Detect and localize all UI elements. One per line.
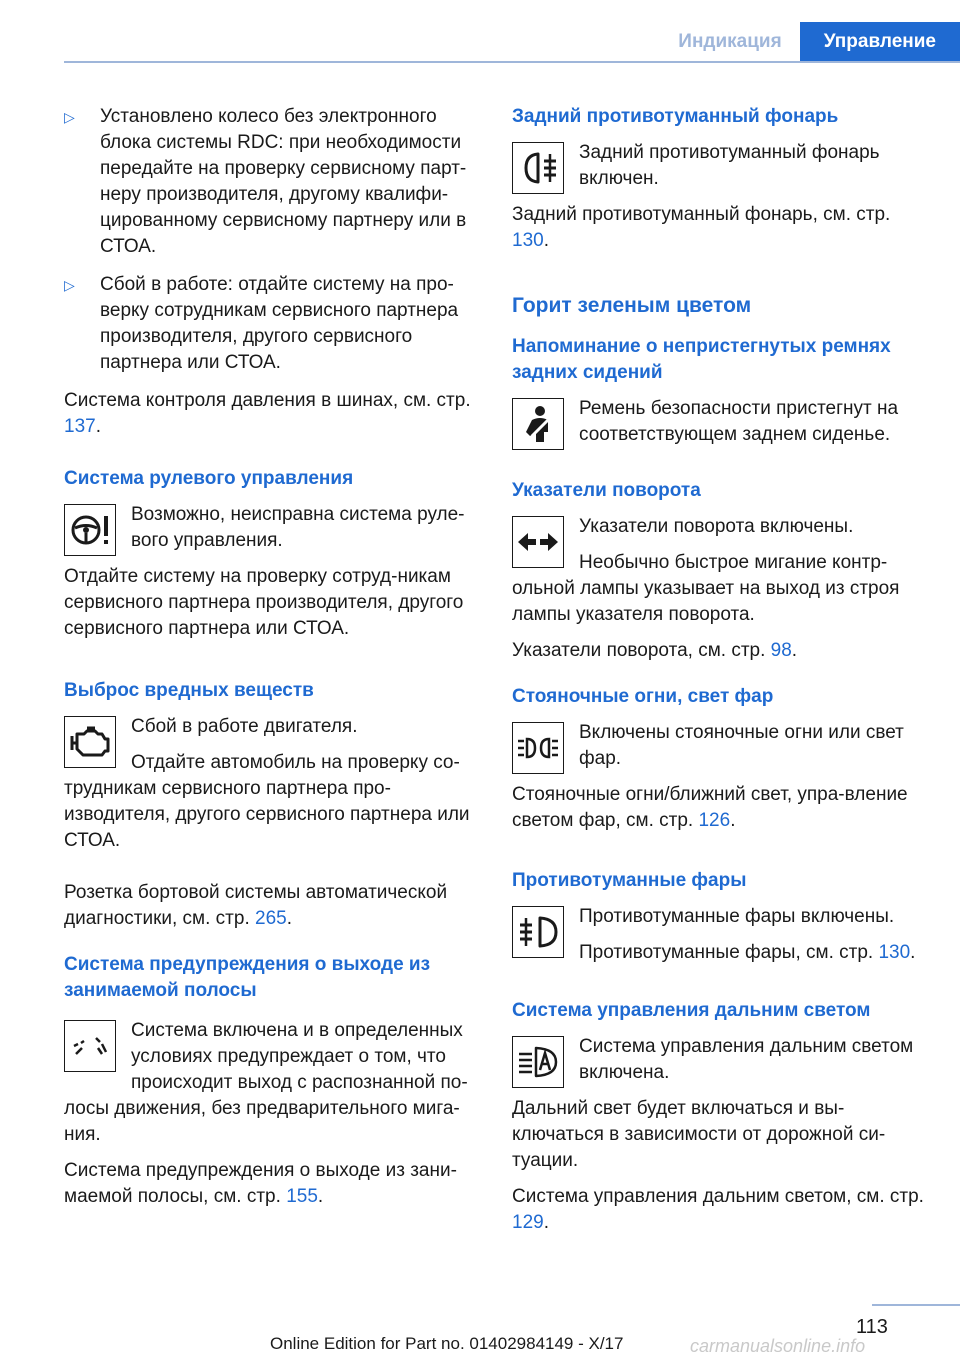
parking-reference xyxy=(512,782,928,834)
lane-heading: Система предупреждения о выходе из занимаемой полосы xyxy=(64,954,431,1001)
rear-fog-lamp-icon xyxy=(512,142,564,194)
tpms-reference xyxy=(64,388,476,440)
page-link[interactable]: 129 xyxy=(512,1212,544,1233)
emissions-text2: Отдайте автомобиль на проверку со-трудникам сервисного партнера про-изводителя, другого сервисного партнера или СТОА. xyxy=(64,752,470,851)
page-link[interactable]: 137 xyxy=(64,416,96,437)
seatbelt-section xyxy=(512,396,928,458)
turn-heading: Указатели поворота xyxy=(512,480,701,501)
engine-icon xyxy=(64,716,116,768)
turn-text2: Необычно быстрое мигание контр-ольной лампы указывает на выход из строя лампы указателя поворота. xyxy=(512,552,900,625)
seatbelt-icon xyxy=(512,398,564,450)
left-column xyxy=(64,104,476,1220)
fog-reference xyxy=(512,940,928,966)
seatbelt-heading: Напоминание о непристегнутых ремнях задних сидений xyxy=(512,336,891,383)
lane-departure-icon xyxy=(64,1020,116,1072)
turn-text1: Указатели поворота включены. xyxy=(579,516,854,537)
lane-reference xyxy=(64,1158,476,1210)
reference-text: Задний противотуманный фонарь, см. стр. xyxy=(512,204,891,225)
triangle-bullet-icon: ▷ xyxy=(64,109,75,125)
section-tabs xyxy=(660,22,960,62)
bullet-text: Установлено колесо без электронного блока системы RDC: при необходимости передайте на проверку сервисному парт-неру производителя, другому квалифи-цированному сервисному партнеру или в СТОА. xyxy=(100,106,467,257)
reference-text: Противотуманные фары, см. стр. xyxy=(579,942,879,963)
reference-text: Система предупреждения о выходе из зани-маемой полосы, см. стр. xyxy=(64,1160,457,1207)
reference-end: . xyxy=(543,1212,549,1233)
page-link[interactable]: 265 xyxy=(255,908,287,929)
seatbelt-text1: Ремень безопасности пристегнут на соответствующем заднем сиденье. xyxy=(579,398,899,445)
triangle-bullet-icon: ▷ xyxy=(64,277,75,293)
tab-indication[interactable]: Индикация xyxy=(678,31,782,52)
right-column xyxy=(512,104,928,1246)
highbeam-heading: Система управления дальним светом xyxy=(512,1000,871,1021)
page-link[interactable]: 130 xyxy=(878,942,911,963)
emissions-heading: Выброс вредных веществ xyxy=(64,680,314,701)
emissions-text1: Сбой в работе двигателя. xyxy=(131,716,358,737)
reference-end: . xyxy=(543,230,549,251)
steering-text1: Возможно, неисправна система руле-вого управления. xyxy=(131,504,465,551)
rear-fog-text1: Задний противотуманный фонарь включен. xyxy=(579,142,880,189)
tab-control[interactable]: Управление xyxy=(800,22,960,62)
steering-section xyxy=(64,502,476,652)
edition-note: Online Edition for Part no. 01402984149 - X/17 xyxy=(270,1334,624,1353)
highbeam-reference xyxy=(512,1184,928,1236)
parking-lights-icon xyxy=(512,722,564,774)
lane-section xyxy=(64,1018,476,1158)
parking-heading: Стояночные огни, свет фар xyxy=(512,686,774,707)
steering-warning-icon xyxy=(64,504,116,556)
footer-rule xyxy=(872,1304,960,1306)
fog-section xyxy=(512,904,928,976)
rear-fog-section xyxy=(512,140,928,264)
header-rule xyxy=(64,61,960,63)
steering-text2: Отдайте систему на проверку сотруд-никам сервисного партнера производителя, другого сервисного партнера или СТОА. xyxy=(64,566,464,639)
highbeam-text1: Система управления дальним светом включена. xyxy=(579,1036,914,1083)
page-number: 113 xyxy=(856,1316,888,1338)
reference-end: . xyxy=(910,942,916,963)
reference-end: . xyxy=(286,908,292,929)
page-link[interactable]: 130 xyxy=(512,230,544,251)
fog-heading: Противотуманные фары xyxy=(512,870,747,891)
highbeam-section xyxy=(512,1034,928,1184)
reference-text: Указатели поворота, см. стр. xyxy=(512,640,771,661)
reference-end: . xyxy=(730,810,736,831)
page-link[interactable]: 126 xyxy=(698,810,731,831)
high-beam-assistant-icon xyxy=(512,1036,564,1088)
rear-fog-reference xyxy=(512,202,928,254)
parking-section xyxy=(512,720,928,844)
reference-end: . xyxy=(791,640,798,661)
bullet-text: Сбой в работе: отдайте систему на про-верку сотрудникам сервисного партнера производителя, другого сервисного партнера или СТОА. xyxy=(100,274,459,373)
watermark: carmanualsonline.info xyxy=(690,1336,866,1356)
green-section-heading: Горит зеленым цветом xyxy=(512,294,752,317)
parking-text1: Включены стояночные огни или свет фар. xyxy=(579,722,904,769)
reference-text: Система управления дальним светом, см. стр. xyxy=(512,1186,924,1207)
turn-section xyxy=(512,514,928,638)
obd-reference xyxy=(64,880,476,932)
rear-fog-heading: Задний противотуманный фонарь xyxy=(512,106,839,127)
reference-text: Система контроля давления в шинах, см. стр. xyxy=(64,390,471,411)
page-link[interactable]: 98 xyxy=(770,640,792,661)
emissions-section xyxy=(64,714,476,864)
reference-text: Стояночные огни/ближний свет, упра-вление светом фар, см. стр. xyxy=(512,784,908,831)
turn-reference xyxy=(512,638,928,664)
bullet-item xyxy=(64,272,476,376)
reference-end: . xyxy=(317,1186,324,1207)
turn-signal-arrows-icon xyxy=(512,516,564,568)
steering-heading: Система рулевого управления xyxy=(64,468,354,489)
highbeam-text2: Дальний свет будет включаться и вы-ключаться в зависимости от дорожной си-туации. xyxy=(512,1098,886,1171)
fog-text1: Противотуманные фары включены. xyxy=(579,906,895,927)
reference-end: . xyxy=(95,416,101,437)
reference-text: Розетка бортовой системы автоматической диагностики, см. стр. xyxy=(64,882,448,929)
page-link[interactable]: 155 xyxy=(286,1186,318,1207)
front-fog-lamp-icon xyxy=(512,906,564,958)
bullet-item xyxy=(64,104,476,260)
lane-text1: Система включена и в определенных условиях предупреждает о том, что происходит выход с распознанной по-лосы движения, без предварительного мига-ния. xyxy=(64,1020,468,1145)
